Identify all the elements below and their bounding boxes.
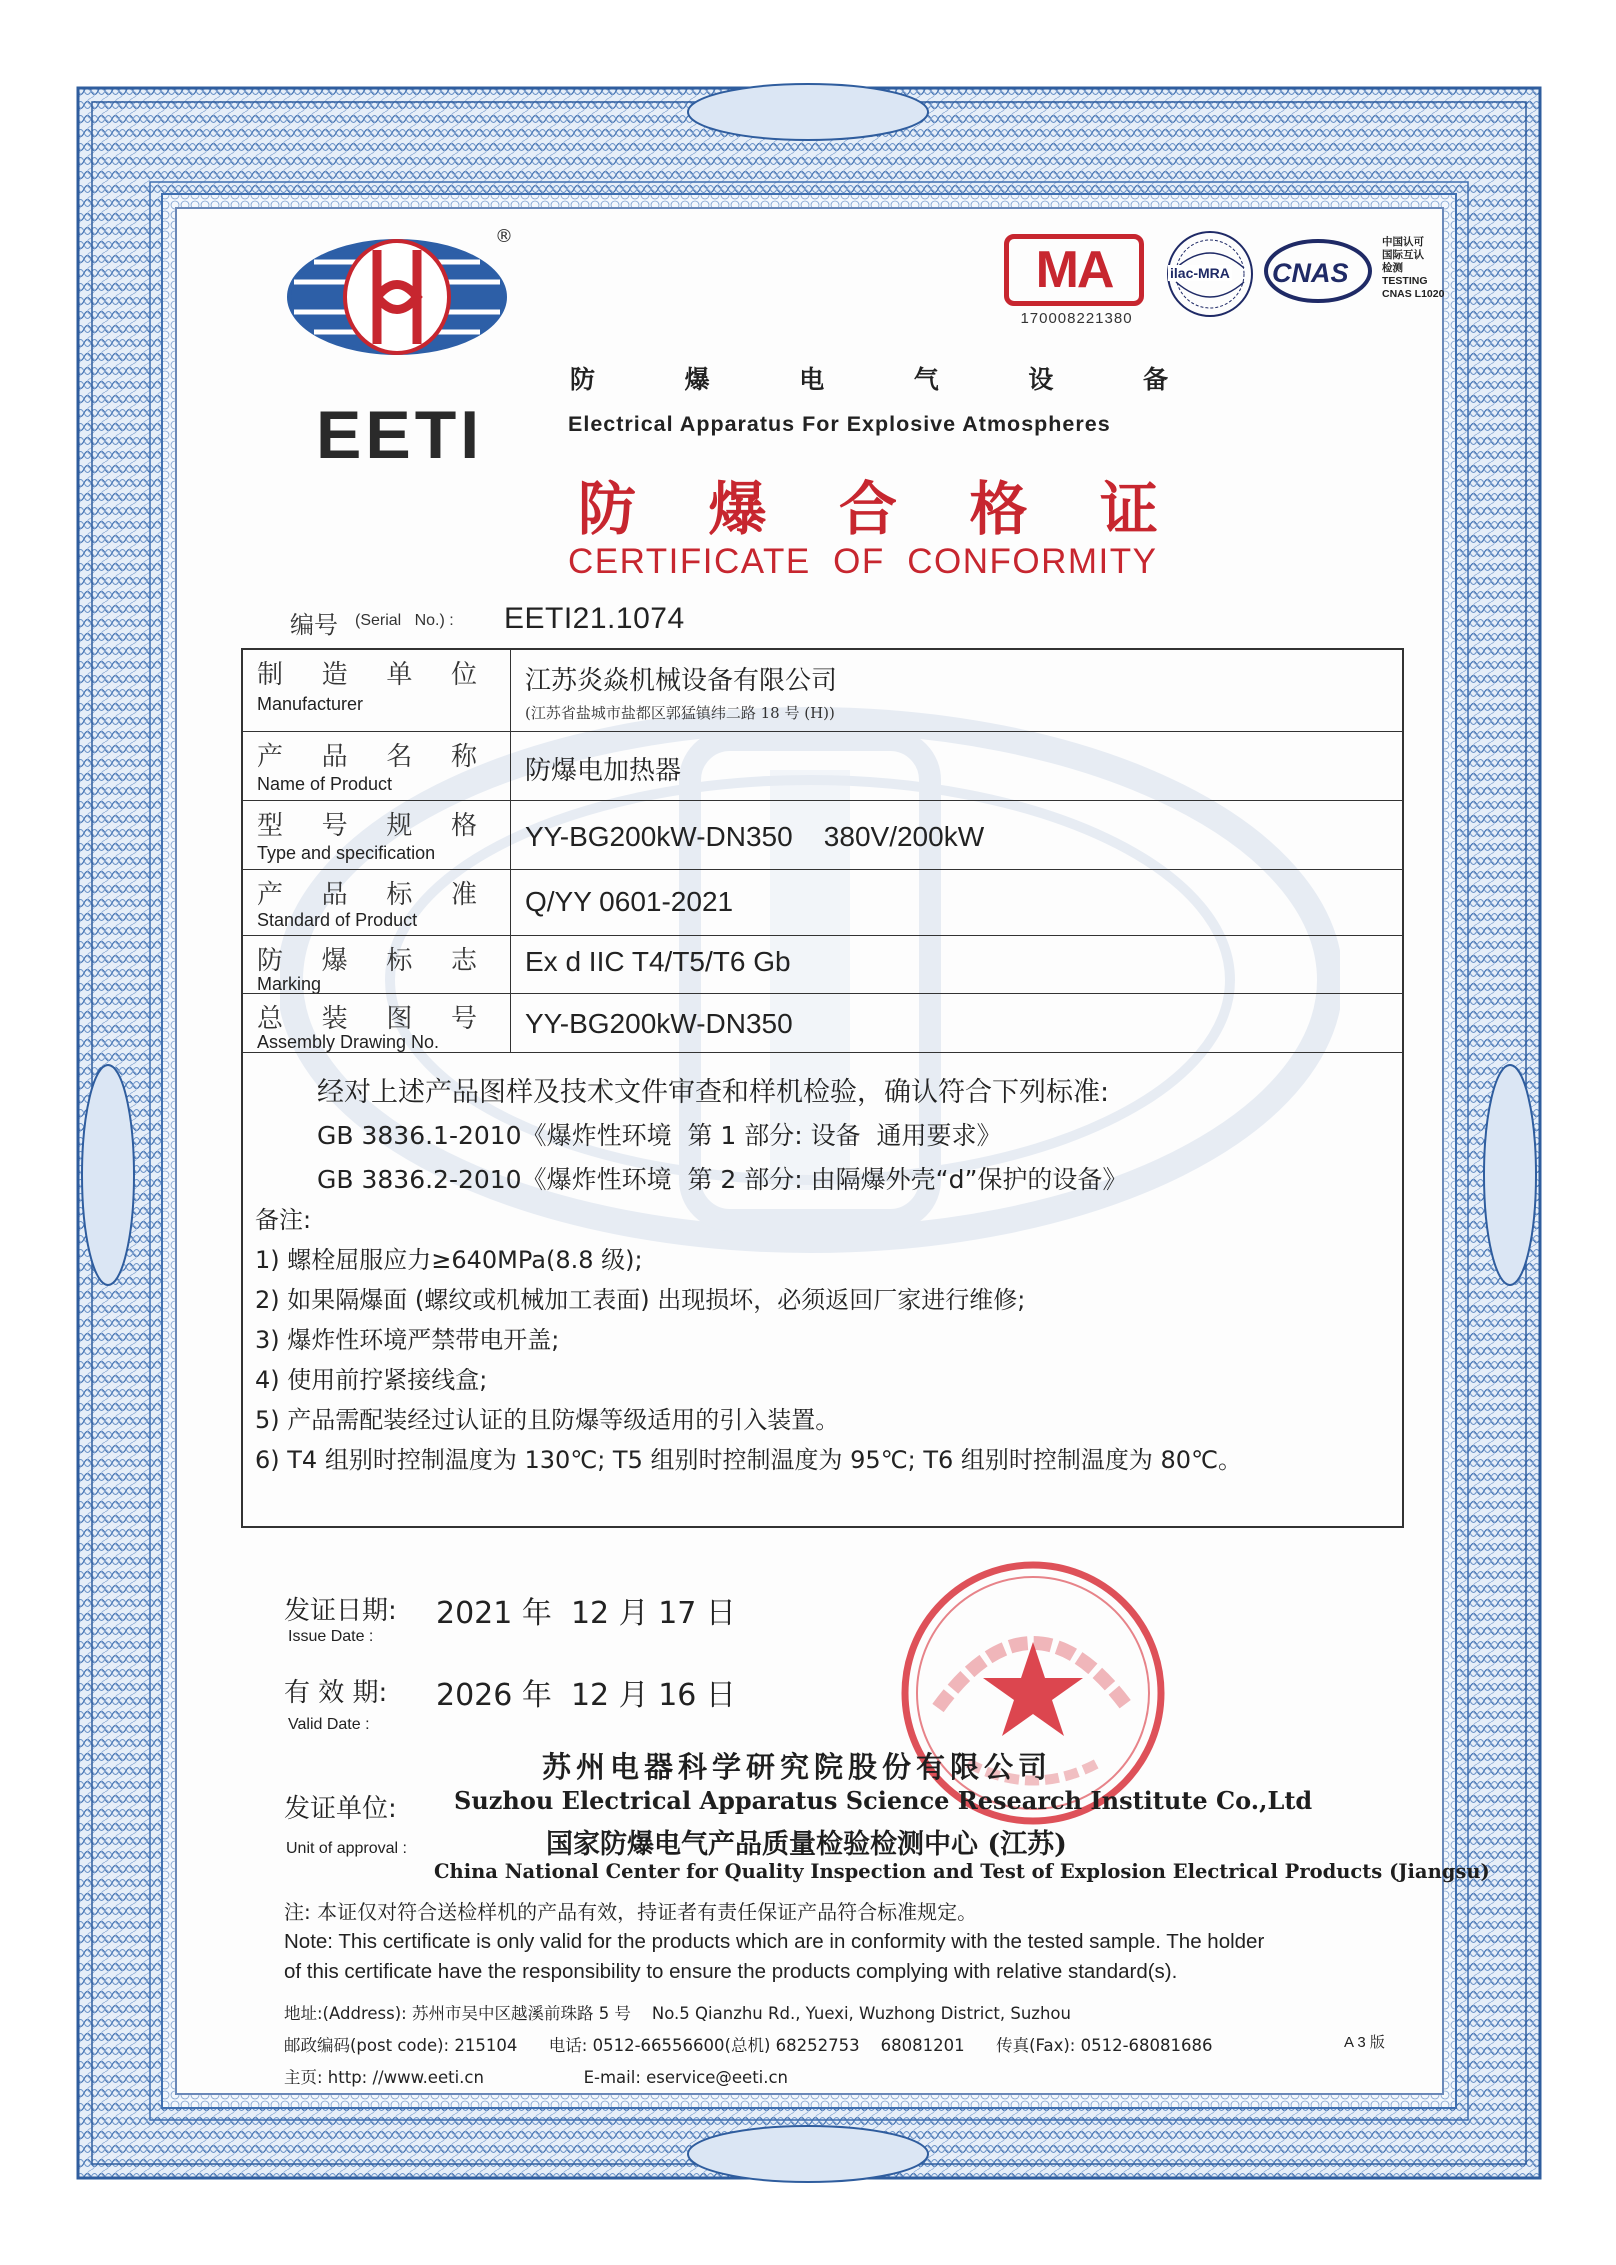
label-en: Type and specification — [257, 843, 436, 863]
label-char: 名 — [386, 742, 413, 772]
cert-char: 防 — [578, 475, 637, 543]
label-char: 位 — [450, 660, 477, 690]
note-en-line: of this certificate have the responsibility to ensure the products complying with relative standard(s). — [284, 1960, 1178, 1983]
label-char: 标 — [386, 880, 413, 910]
label-char: 品 — [321, 880, 348, 910]
label-char: 爆 — [321, 946, 348, 976]
standard-line: GB 3836.1-2010《爆炸性环境 第 1 部分: 设备 通用要求》 — [317, 1121, 1002, 1150]
certificate-title-cn — [578, 462, 1158, 546]
cnas-side-line: TESTING — [1382, 275, 1428, 287]
cnas-text: CNAS — [1272, 258, 1349, 288]
valid-date-label-en: Valid Date : — [288, 1716, 370, 1733]
eeti-globe-icon — [284, 232, 510, 362]
info-table — [241, 648, 1404, 1528]
issuer-name-cn: 苏州电器科学研究院股份有限公司 — [542, 1750, 1053, 1784]
cert-char: 格 — [969, 475, 1028, 543]
label-char: 总 — [257, 1004, 284, 1034]
label-cn — [257, 805, 477, 842]
label-char: 志 — [450, 946, 477, 976]
remark-item: 5) 产品需配装经过认证的且防爆等级适用的引入装置。 — [255, 1406, 840, 1434]
remark-item: 4) 使用前拧紧接线盒; — [255, 1366, 488, 1394]
cert-char: 爆 — [708, 475, 767, 543]
issuer-center-cn: 国家防爆电气产品质量检验检测中心 (江苏) — [546, 1829, 1067, 1860]
title-char: 设 — [1028, 365, 1054, 394]
label-char: 型 — [257, 811, 284, 841]
label-cn — [257, 654, 477, 691]
remark-item: 2) 如果隔爆面 (螺纹或机械加工表面) 出现损坏，必须返回厂家进行维修; — [255, 1286, 1026, 1314]
cnas-side-line: CNAS L1020 — [1382, 288, 1445, 300]
cert-char: 合 — [838, 475, 897, 543]
valid-date-value: 2026 年 12 月 16 日 — [436, 1678, 736, 1713]
label-char: 装 — [321, 1004, 348, 1034]
title-char: 防 — [570, 365, 596, 394]
row-label — [243, 994, 511, 1052]
label-char: 防 — [257, 946, 284, 976]
certificate-title-en: CERTIFICATE OF CONFORMITY — [568, 542, 1158, 581]
remarks-title: 备注: — [255, 1206, 312, 1234]
manufacturer-value: 江苏炎焱机械设备有限公司 — [525, 666, 838, 696]
note-en-line: Note: This certificate is only valid for the products which are in conformity with the tested sample. The holder — [284, 1930, 1265, 1953]
title-char: 备 — [1142, 365, 1168, 394]
row-label — [243, 650, 511, 731]
label-char: 准 — [450, 880, 477, 910]
label-char: 产 — [257, 742, 284, 772]
footer-contact: 邮政编码(post code): 215104 电话: 0512-66556600(总机) 68252753 68081201 传真(Fax): 0512-68081686 — [284, 2036, 1213, 2055]
note-cn: 注: 本证仅对符合送检样机的产品有效，持证者有责任保证产品符合标准规定。 — [284, 1900, 978, 1924]
label-cn — [257, 874, 477, 911]
label-en: Marking — [257, 974, 322, 994]
type-spec-value: YY-BG200kW-DN350 380V/200kW — [525, 821, 985, 852]
table-row-assembly-drawing — [243, 994, 1402, 1053]
title-char: 气 — [913, 365, 939, 394]
cma-number: 170008221380 — [1020, 310, 1133, 327]
cnas-side-text — [1382, 236, 1444, 301]
label-en: Assembly Drawing No. — [257, 1032, 440, 1052]
table-row-type-spec — [243, 801, 1402, 870]
issuer-center-en: China National Center for Quality Inspection and Test of Explosion Electrical Products (Jiangsu) — [434, 1860, 1490, 1883]
label-char: 图 — [386, 1004, 413, 1034]
issuer-name-en: Suzhou Electrical Apparatus Science Research Institute Co.,Ltd — [454, 1786, 1313, 1815]
title-en: Electrical Apparatus For Explosive Atmospheres — [568, 412, 1111, 436]
table-row-manufacturer — [243, 650, 1402, 732]
title-cn — [570, 360, 1168, 396]
eeti-logo-text: EETI — [316, 397, 484, 473]
label-char: 号 — [450, 1004, 477, 1034]
issuer-label-cn: 发证单位: — [284, 1794, 397, 1824]
label-char: 格 — [450, 811, 477, 841]
label-char: 品 — [321, 742, 348, 772]
remark-item: 6) T4 组别时控制温度为 130℃; T5 组别时控制温度为 95℃; T6 组别时控制温度为 80℃。 — [255, 1446, 1242, 1474]
label-en: Manufacturer — [257, 694, 364, 714]
row-label — [243, 936, 511, 993]
label-char: 单 — [386, 660, 413, 690]
issue-date-value: 2021 年 12 月 17 日 — [436, 1596, 736, 1631]
footer-web-email: 主页: http: //www.eeti.cn E-mail: eservice@eeti.cn — [284, 2068, 789, 2087]
label-cn — [257, 940, 477, 977]
conformity-intro: 经对上述产品图样及技术文件审查和样机检验，确认符合下列标准: — [317, 1077, 1110, 1108]
cma-text: MA — [1035, 241, 1113, 299]
label-char: 规 — [386, 811, 413, 841]
row-label — [243, 732, 511, 800]
ilac-mra-text: ilac-MRA — [1170, 265, 1230, 281]
standard-line: GB 3836.2-2010《爆炸性环境 第 2 部分: 由隔爆外壳“d”保护的设备》 — [317, 1165, 1128, 1194]
label-en: Name of Product — [257, 774, 393, 794]
row-label — [243, 870, 511, 935]
valid-date-label-cn: 有 效 期: — [284, 1678, 388, 1708]
serial-label-en: (Serial No.) : — [355, 612, 454, 629]
title-char: 电 — [799, 365, 825, 394]
remark-item: 1) 螺栓屈服应力≥640MPa(8.8 级); — [255, 1246, 643, 1274]
marking-value: Ex d IIC T4/T5/T6 Gb — [525, 946, 791, 977]
label-char: 造 — [321, 660, 348, 690]
label-char: 称 — [450, 742, 477, 772]
form-version: A 3 版 — [1344, 2034, 1385, 2051]
footer-address: 地址:(Address): 苏州市吴中区越溪前珠路 5 号 No.5 Qianzhu Rd., Yuexi, Wuzhong District, Suzhou — [284, 2004, 1071, 2023]
table-row-standard — [243, 870, 1402, 936]
cnas-side-line: 中国认可 — [1382, 236, 1424, 248]
assembly-drawing-value: YY-BG200kW-DN350 — [525, 1008, 793, 1039]
registered-mark: ® — [495, 226, 513, 247]
manufacturer-address: (江苏省盐城市盐都区郭猛镇纬二路 18 号 (H)) — [525, 704, 835, 722]
label-char: 号 — [321, 811, 348, 841]
cnas-side-line: 国际互认 — [1382, 249, 1424, 261]
label-char: 标 — [386, 946, 413, 976]
standard-value: Q/YY 0601-2021 — [525, 886, 734, 917]
table-row-product-name — [243, 732, 1402, 801]
serial-label-cn: 编号 — [290, 611, 338, 639]
product-name-value: 防爆电加热器 — [525, 756, 682, 786]
issue-date-label-cn: 发证日期: — [284, 1596, 397, 1626]
cma-mark — [1004, 234, 1144, 306]
label-cn — [257, 998, 477, 1035]
serial-number: EETI21.1074 — [504, 602, 685, 635]
label-char: 产 — [257, 880, 284, 910]
cnas-side-line: 检测 — [1382, 262, 1403, 274]
issuer-label-en: Unit of approval : — [286, 1840, 407, 1857]
remark-item: 3) 爆炸性环境严禁带电开盖; — [255, 1326, 560, 1354]
title-char: 爆 — [684, 365, 710, 394]
table-row-marking — [243, 936, 1402, 994]
row-label — [243, 801, 511, 869]
label-cn — [257, 736, 477, 773]
label-en: Standard of Product — [257, 910, 418, 930]
issue-date-label-en: Issue Date : — [288, 1628, 374, 1645]
cert-char: 证 — [1099, 475, 1158, 543]
label-char: 制 — [257, 660, 284, 690]
